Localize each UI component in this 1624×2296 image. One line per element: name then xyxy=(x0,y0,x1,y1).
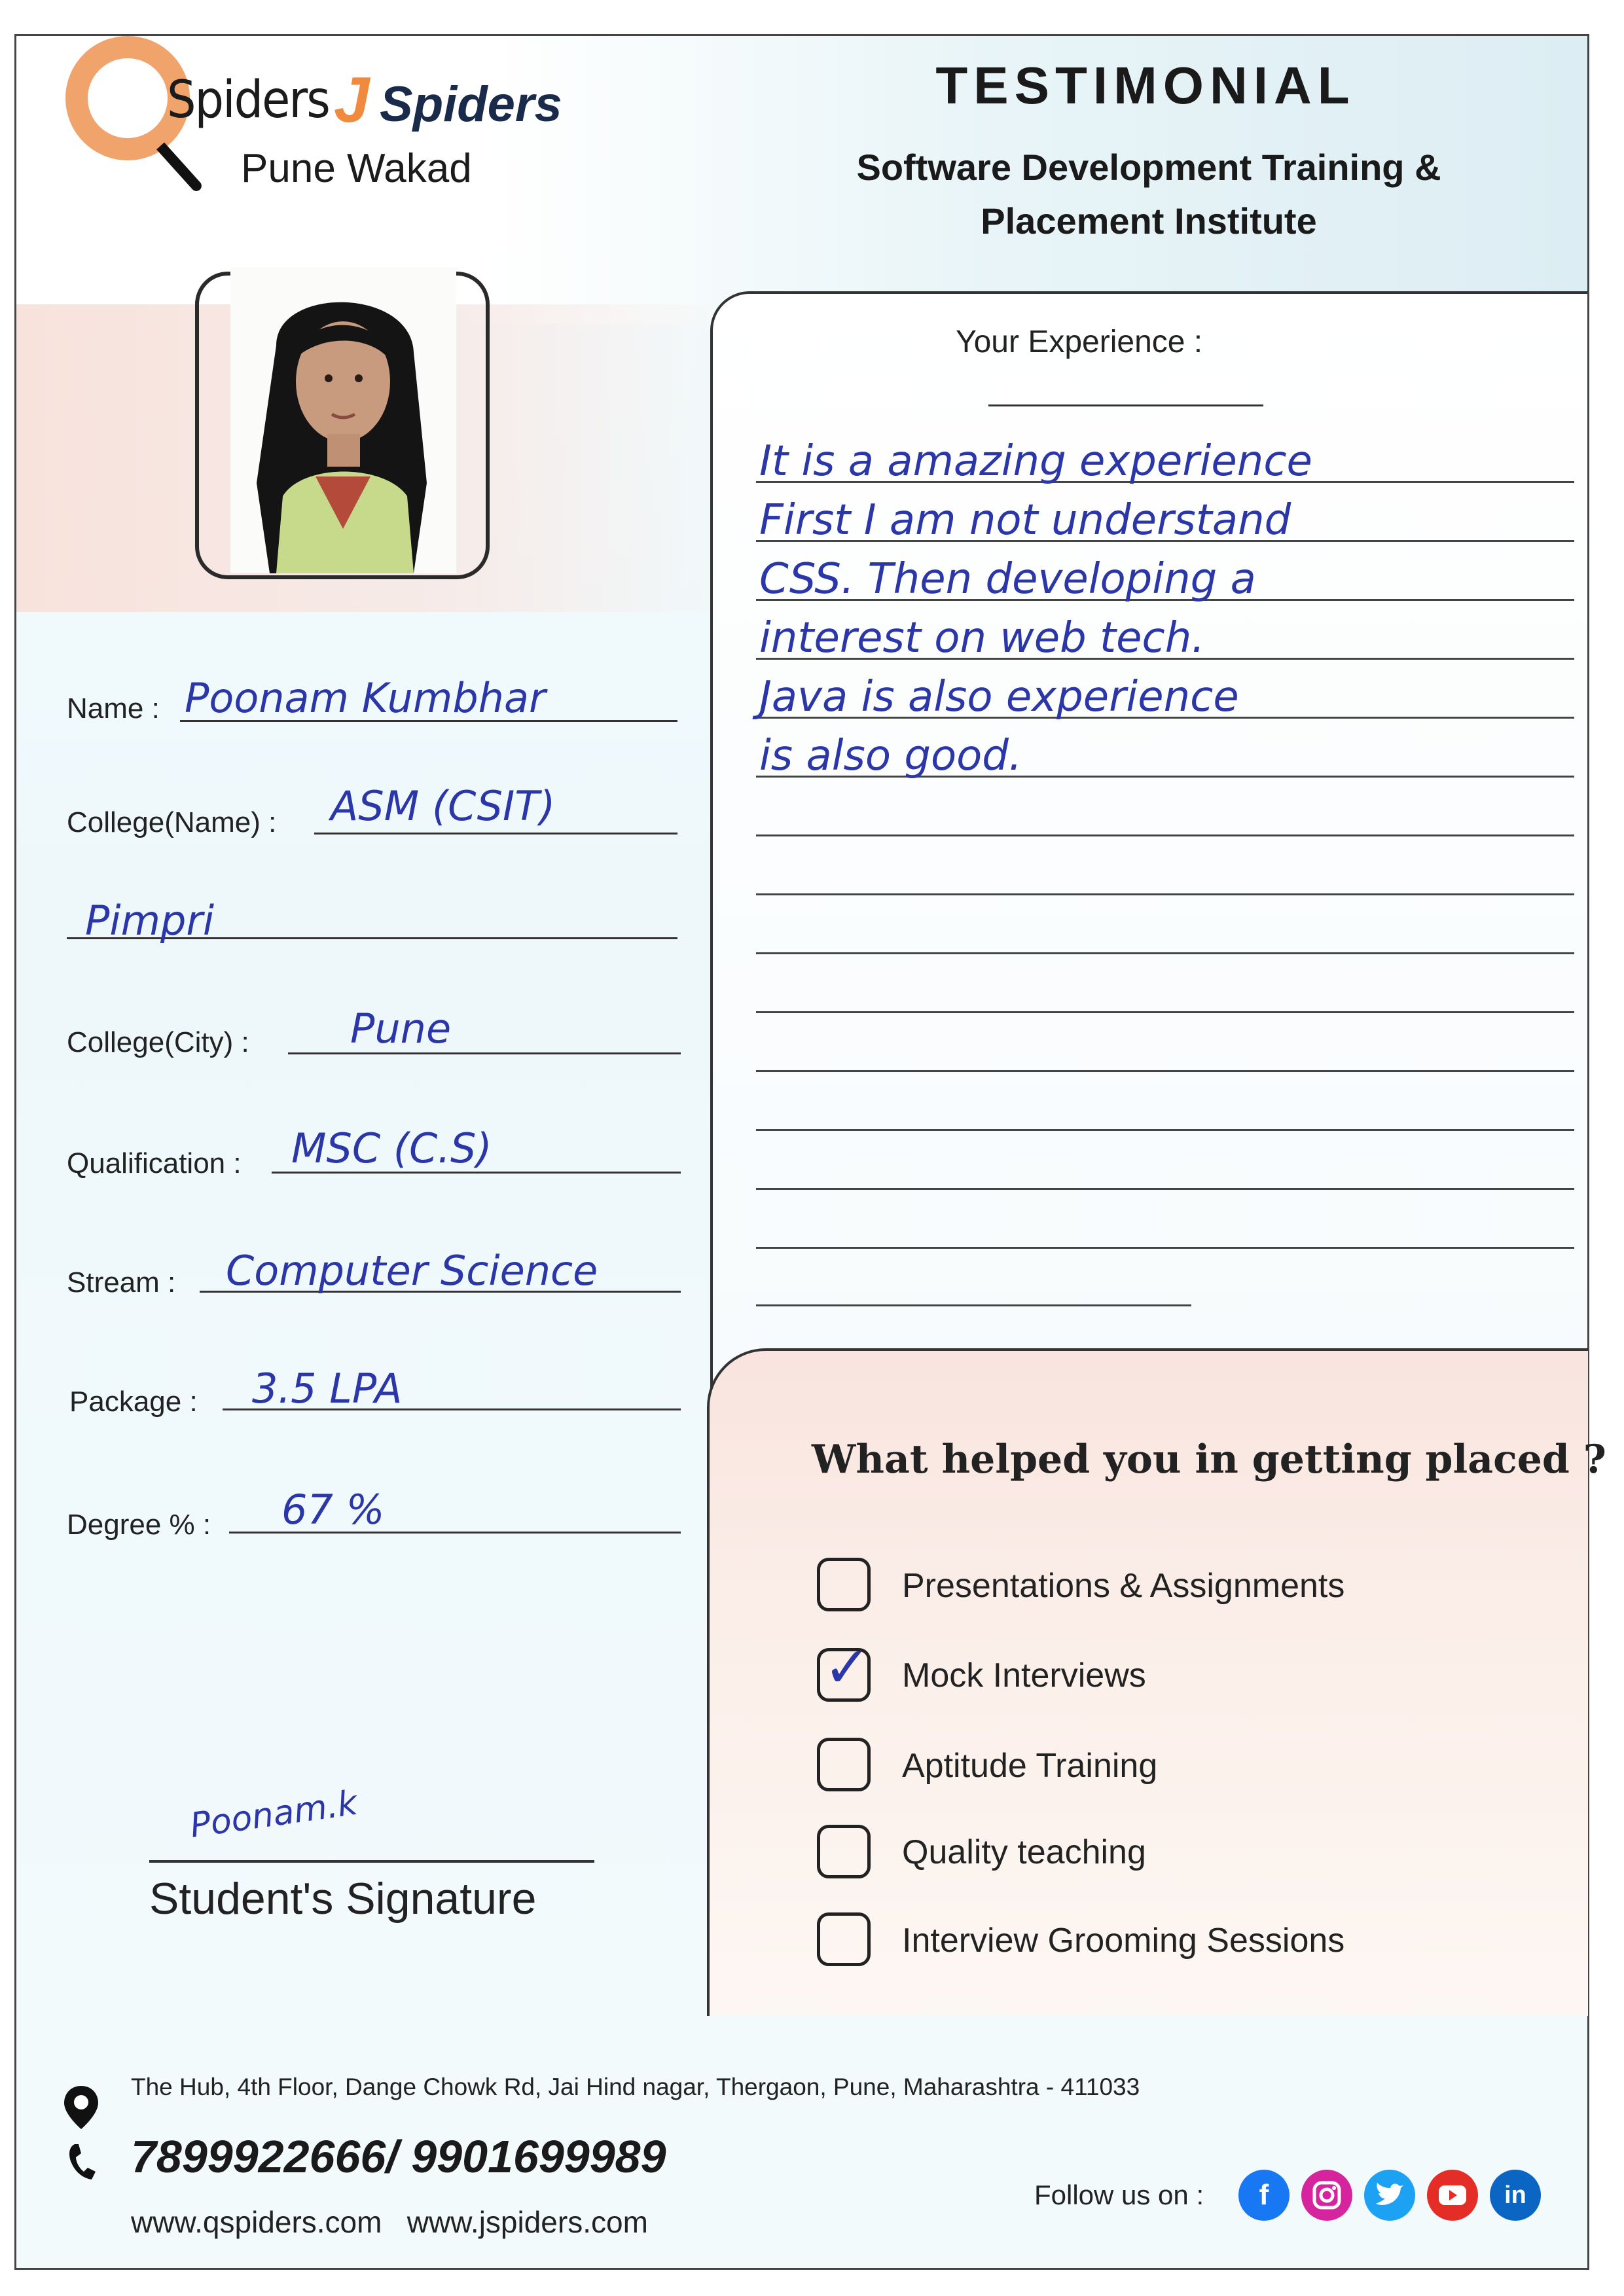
jspiders-brand: Spiders xyxy=(380,77,562,132)
experience-line-9 xyxy=(756,952,1574,954)
option-checkbox-1[interactable] xyxy=(817,1558,871,1611)
experience-text-1: It is a amazing experience xyxy=(759,437,1312,486)
linkedin-icon[interactable]: in xyxy=(1490,2170,1541,2221)
experience-title: Your Experience : xyxy=(956,325,1203,359)
website-links[interactable]: www.qspiders.com www.jspiders.com xyxy=(131,2205,648,2239)
page-title: TESTIMONIAL xyxy=(935,56,1356,115)
stream-value: Computer Science xyxy=(226,1247,598,1295)
branch-name: Pune Wakad xyxy=(241,146,472,191)
signature-value: Poonam.k xyxy=(187,1783,360,1846)
page-subtitle xyxy=(733,141,1564,248)
address: The Hub, 4th Floor, Dange Chowk Rd, Jai Hind nagar, Thergaon, Pune, Maharashtra - 411033 xyxy=(131,2073,1140,2100)
experience-text-6: is also good. xyxy=(759,732,1022,780)
check-mark-icon: ✓ xyxy=(823,1636,871,1699)
college-line xyxy=(314,833,677,834)
experience-line-14 xyxy=(756,1247,1574,1249)
name-label: Name : xyxy=(67,692,160,725)
experience-line-7 xyxy=(756,834,1574,836)
experience-line-12 xyxy=(756,1129,1574,1131)
experience-title-underline xyxy=(988,404,1263,406)
city-label: College(City) : xyxy=(67,1026,249,1058)
option-checkbox-4[interactable] xyxy=(817,1825,871,1878)
package-label: Package : xyxy=(69,1386,198,1418)
package-value: 3.5 LPA xyxy=(252,1365,403,1412)
phone-numbers[interactable]: 7899922666/ 9901699989 xyxy=(131,2131,666,2182)
subtitle-line-2: Placement Institute xyxy=(981,200,1317,242)
qspiders-brand: Spiders xyxy=(167,71,329,130)
college-label: College(Name) : xyxy=(67,806,277,838)
option-checkbox-3[interactable] xyxy=(817,1738,871,1791)
phone-icon xyxy=(65,2142,99,2181)
placement-title: What helped you in getting placed ? xyxy=(812,1437,1606,1482)
youtube-icon[interactable] xyxy=(1427,2170,1478,2221)
experience-text-2: First I am not understand xyxy=(759,496,1291,545)
option-label-5: Interview Grooming Sessions xyxy=(902,1922,1345,1960)
experience-line-15 xyxy=(756,1304,1191,1306)
experience-text-5: Java is also experience xyxy=(759,673,1239,721)
option-label-2: Mock Interviews xyxy=(902,1657,1146,1695)
college-value: ASM (CSIT) xyxy=(331,782,556,830)
location-pin-icon xyxy=(63,2085,99,2130)
option-label-1: Presentations & Assignments xyxy=(902,1567,1345,1605)
experience-line-8 xyxy=(756,893,1574,895)
twitter-icon[interactable] xyxy=(1364,2170,1415,2221)
experience-line-10 xyxy=(756,1011,1574,1013)
follow-label: Follow us on : xyxy=(1034,2179,1204,2210)
stream-label: Stream : xyxy=(67,1266,176,1299)
subtitle-line-1: Software Development Training & xyxy=(856,147,1441,188)
qualification-label: Qualification : xyxy=(67,1147,242,1179)
facebook-icon[interactable]: f xyxy=(1238,2170,1290,2221)
name-value: Poonam Kumbhar xyxy=(185,674,546,722)
instagram-icon[interactable] xyxy=(1301,2170,1352,2221)
experience-text-4: interest on web tech. xyxy=(759,614,1205,662)
signature-label: Student's Signature xyxy=(149,1874,537,1924)
qualification-value: MSC (C.S) xyxy=(291,1124,492,1172)
city-value: Pune xyxy=(350,1005,452,1052)
city-line xyxy=(288,1052,681,1054)
option-label-4: Quality teaching xyxy=(902,1833,1146,1871)
jspiders-brand-letter: J xyxy=(334,63,370,135)
college-value-2: Pimpri xyxy=(85,897,215,944)
student-photo xyxy=(230,267,456,573)
degree-label: Degree % : xyxy=(67,1509,211,1541)
option-label-3: Aptitude Training xyxy=(902,1747,1158,1785)
student-portrait-icon xyxy=(230,267,456,573)
option-checkbox-5[interactable] xyxy=(817,1912,871,1966)
experience-line-13 xyxy=(756,1188,1574,1190)
signature-line xyxy=(149,1860,594,1863)
experience-line-11 xyxy=(756,1070,1574,1072)
degree-value: 67 % xyxy=(281,1486,385,1534)
experience-text-3: CSS. Then developing a xyxy=(759,555,1256,603)
